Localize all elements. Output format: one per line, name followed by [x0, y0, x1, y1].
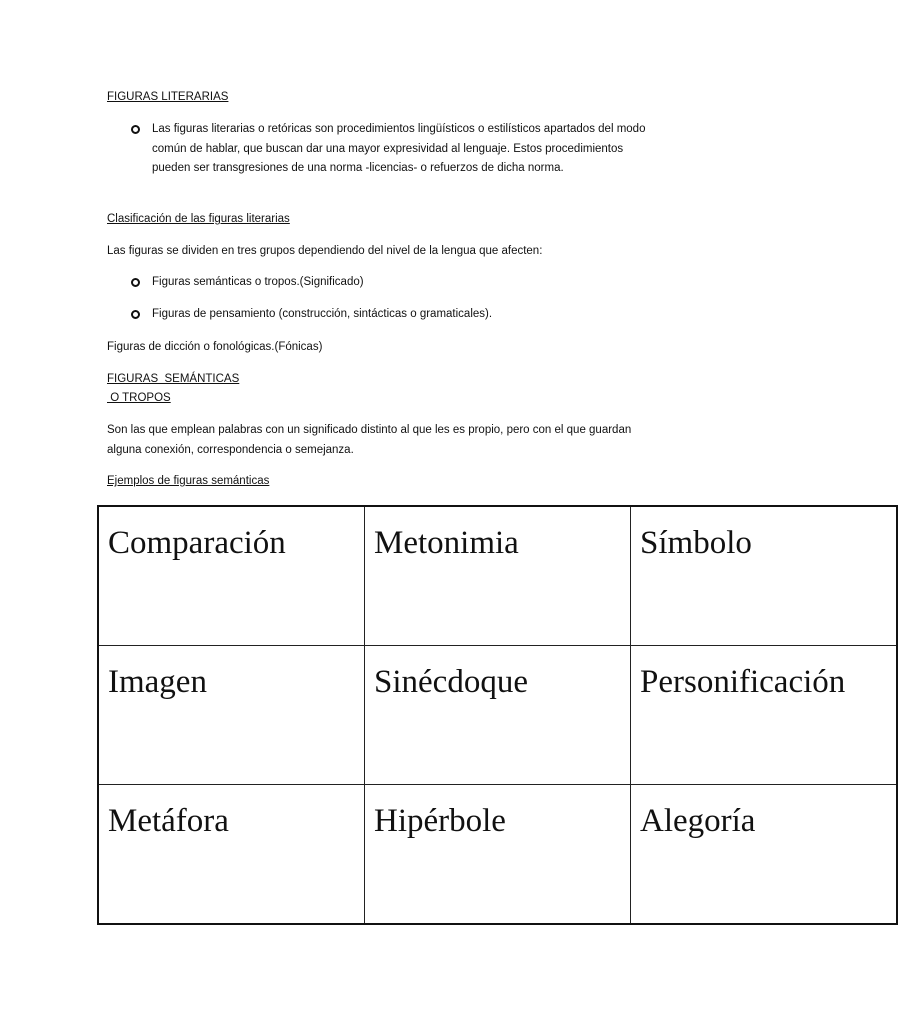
groups-list-2: [128, 305, 662, 325]
table-cell: Imagen: [98, 646, 365, 785]
heading-semanticas-line1: FIGURAS SEMÁNTICAS: [107, 373, 240, 385]
table-cell: Metonimia: [365, 506, 631, 646]
table-cell: Alegoría: [631, 785, 898, 925]
list-item: [128, 120, 662, 179]
heading-ejemplos: Ejemplos de figuras semánticas: [107, 475, 270, 487]
heading-figuras-literarias: FIGURAS LITERARIAS: [107, 91, 229, 103]
intro-list: [128, 120, 662, 179]
circle-bullet-icon: [131, 125, 140, 134]
heading-semanticas-line2: O TROPOS: [107, 392, 171, 404]
figuras-table: [97, 505, 898, 925]
table-cell: Sinécdoque: [365, 646, 631, 785]
table-cell: Símbolo: [631, 506, 898, 646]
semanticas-definition: Son las que emplean palabras con un significado distinto al que les es propio, pero con el que guardan alguna conexión, correspondencia o semejanza.: [107, 424, 632, 456]
groups-list: [128, 273, 662, 293]
table-cell: Comparación: [98, 506, 365, 646]
table-row: [98, 646, 897, 785]
list-item: [128, 273, 662, 293]
circle-bullet-icon: [131, 278, 140, 287]
table-cell: Hipérbole: [365, 785, 631, 925]
list-item: [128, 305, 662, 325]
circle-bullet-icon: [131, 310, 140, 319]
group-third: Figuras de dicción o fonológicas.(Fónicas): [107, 341, 323, 353]
group-label: Figuras de pensamiento (construcción, sintácticas o gramaticales).: [152, 308, 493, 320]
table-cell: Personificación: [631, 646, 898, 785]
group-label: Figuras semánticas o tropos.(Significado): [152, 276, 364, 288]
groups-intro: Las figuras se dividen en tres grupos dependiendo del nivel de la lengua que afecten:: [107, 245, 543, 257]
table-row: [98, 506, 897, 646]
table-row: [98, 785, 897, 925]
heading-clasificacion: Clasificación de las figuras literarias: [107, 213, 290, 225]
table-cell: Metáfora: [98, 785, 365, 925]
intro-text: Las figuras literarias o retóricas son procedimientos lingüísticos o estilísticos apartados del modo común de hablar, que buscan dar una mayor expresividad al lenguaje. Estos procedimientos pueden ser transgresiones de una norma -licencias- o refuerzos de dicha norma.: [152, 123, 646, 174]
